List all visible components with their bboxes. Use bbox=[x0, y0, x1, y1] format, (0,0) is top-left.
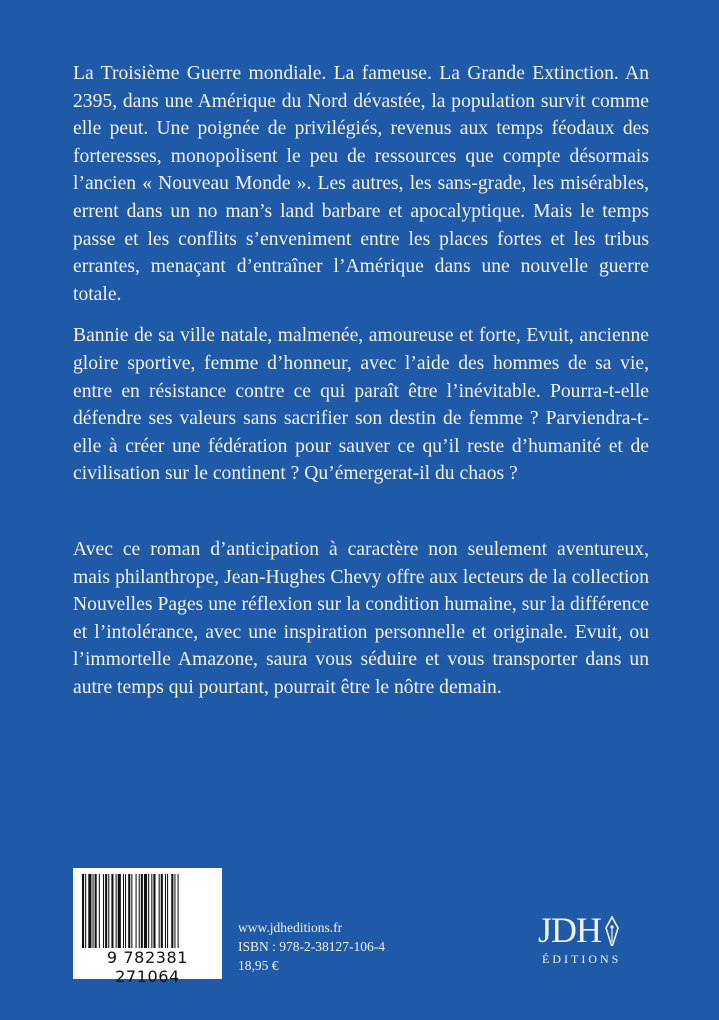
barcode-bar bbox=[118, 874, 121, 948]
barcode-bar bbox=[128, 874, 130, 948]
barcode-bar bbox=[153, 874, 155, 948]
website-link: www.jdheditions.fr bbox=[238, 920, 343, 935]
pen-nib-icon bbox=[604, 916, 620, 946]
barcode-bar bbox=[136, 874, 137, 948]
logo-mark: JDH bbox=[538, 910, 602, 950]
barcode-bar bbox=[148, 874, 149, 948]
barcode-bar bbox=[105, 874, 107, 948]
barcode-bar bbox=[95, 874, 97, 948]
barcode-bar bbox=[144, 874, 147, 948]
barcode-bar bbox=[123, 874, 124, 948]
barcode-bar bbox=[139, 874, 140, 948]
barcode-bar bbox=[141, 874, 143, 948]
barcode-bar bbox=[93, 874, 94, 948]
barcode-bar bbox=[174, 874, 175, 948]
barcode-bar bbox=[85, 874, 86, 948]
barcode-digits: 9 782381 271064 bbox=[106, 948, 189, 986]
price: 18,95 € bbox=[238, 958, 279, 973]
barcode-bar bbox=[88, 874, 91, 948]
barcode-bar bbox=[111, 874, 113, 948]
barcode-bar bbox=[159, 874, 160, 948]
blurb-paragraph-3: Avec ce roman d’anticipation à caractère non seulement aventureux, mais philanthrope, Jean-Hughes Chevy offre aux lecteurs de la collection Nouvelles Pages une réflexion sur la condition humaine, sur la différence et l’intolérance, avec une inspiration personnelle et originale. Evuit, ou l’immortelle Amazone, saura vous séduire et vous transporter dans un autre temps qui pourtant, pourrait être le nôtre demain. bbox=[73, 538, 649, 698]
barcode-bar bbox=[167, 874, 168, 948]
logo-subtitle: ÉDITIONS bbox=[542, 952, 622, 966]
isbn-barcode bbox=[73, 868, 222, 986]
barcode-bar bbox=[103, 874, 104, 948]
barcode-bar bbox=[99, 874, 100, 948]
blurb-paragraph-2: Bannie de sa ville natale, malmenée, amoureuse et forte, Evuit, ancienne gloire sportive, femme d’honneur, avec l’aide des hommes de sa vie, entre en résistance contre ce qui paraît être l’inévitable. Pourra-t-elle défendre ses valeurs sans sacrifier son destin de femme ? Parviendra-t-elle à créer une fédération pour sauver ce qu’il reste d’humanité et de civilisation sur le continent ? Qu’émergerat-il du chaos ? bbox=[73, 325, 649, 485]
barcode-bar bbox=[116, 874, 117, 948]
barcode-bar bbox=[151, 874, 152, 948]
barcode-bar bbox=[178, 874, 179, 948]
barcode-bars bbox=[82, 874, 213, 948]
barcode-bar bbox=[165, 874, 166, 948]
publisher-info bbox=[238, 918, 385, 975]
isbn-number: ISBN : 978-2-38127-106-4 bbox=[238, 939, 385, 954]
blurb-text bbox=[73, 60, 649, 701]
barcode-bar bbox=[125, 874, 126, 948]
barcode-bar bbox=[131, 874, 132, 948]
barcode-bar bbox=[108, 874, 109, 948]
barcode-bar bbox=[82, 874, 84, 948]
barcode-bar bbox=[161, 874, 163, 948]
barcode-bar bbox=[171, 874, 173, 948]
blurb-paragraph-1: La Troisième Guerre mondiale. La fameuse. La Grande Extinction. An 2395, dans une Amérique du Nord dévastée, la population survit comme elle peut. Une poignée de privilégiés, revenus aux temps féodaux des forteresses, monopolisent le peu de ressources que compte désormais l’ancien « Nouveau Monde ». Les autres, les sans-grade, les misérables, errent dans un no man’s land barbare et apocalyptique. Mais le temps passe et les conflits s’enveniment entre les places fortes et les tribus errantes, menaçant d’entraîner l’Amérique dans une nouvelle guerre totale. bbox=[73, 63, 649, 305]
publisher-logo bbox=[538, 912, 630, 972]
